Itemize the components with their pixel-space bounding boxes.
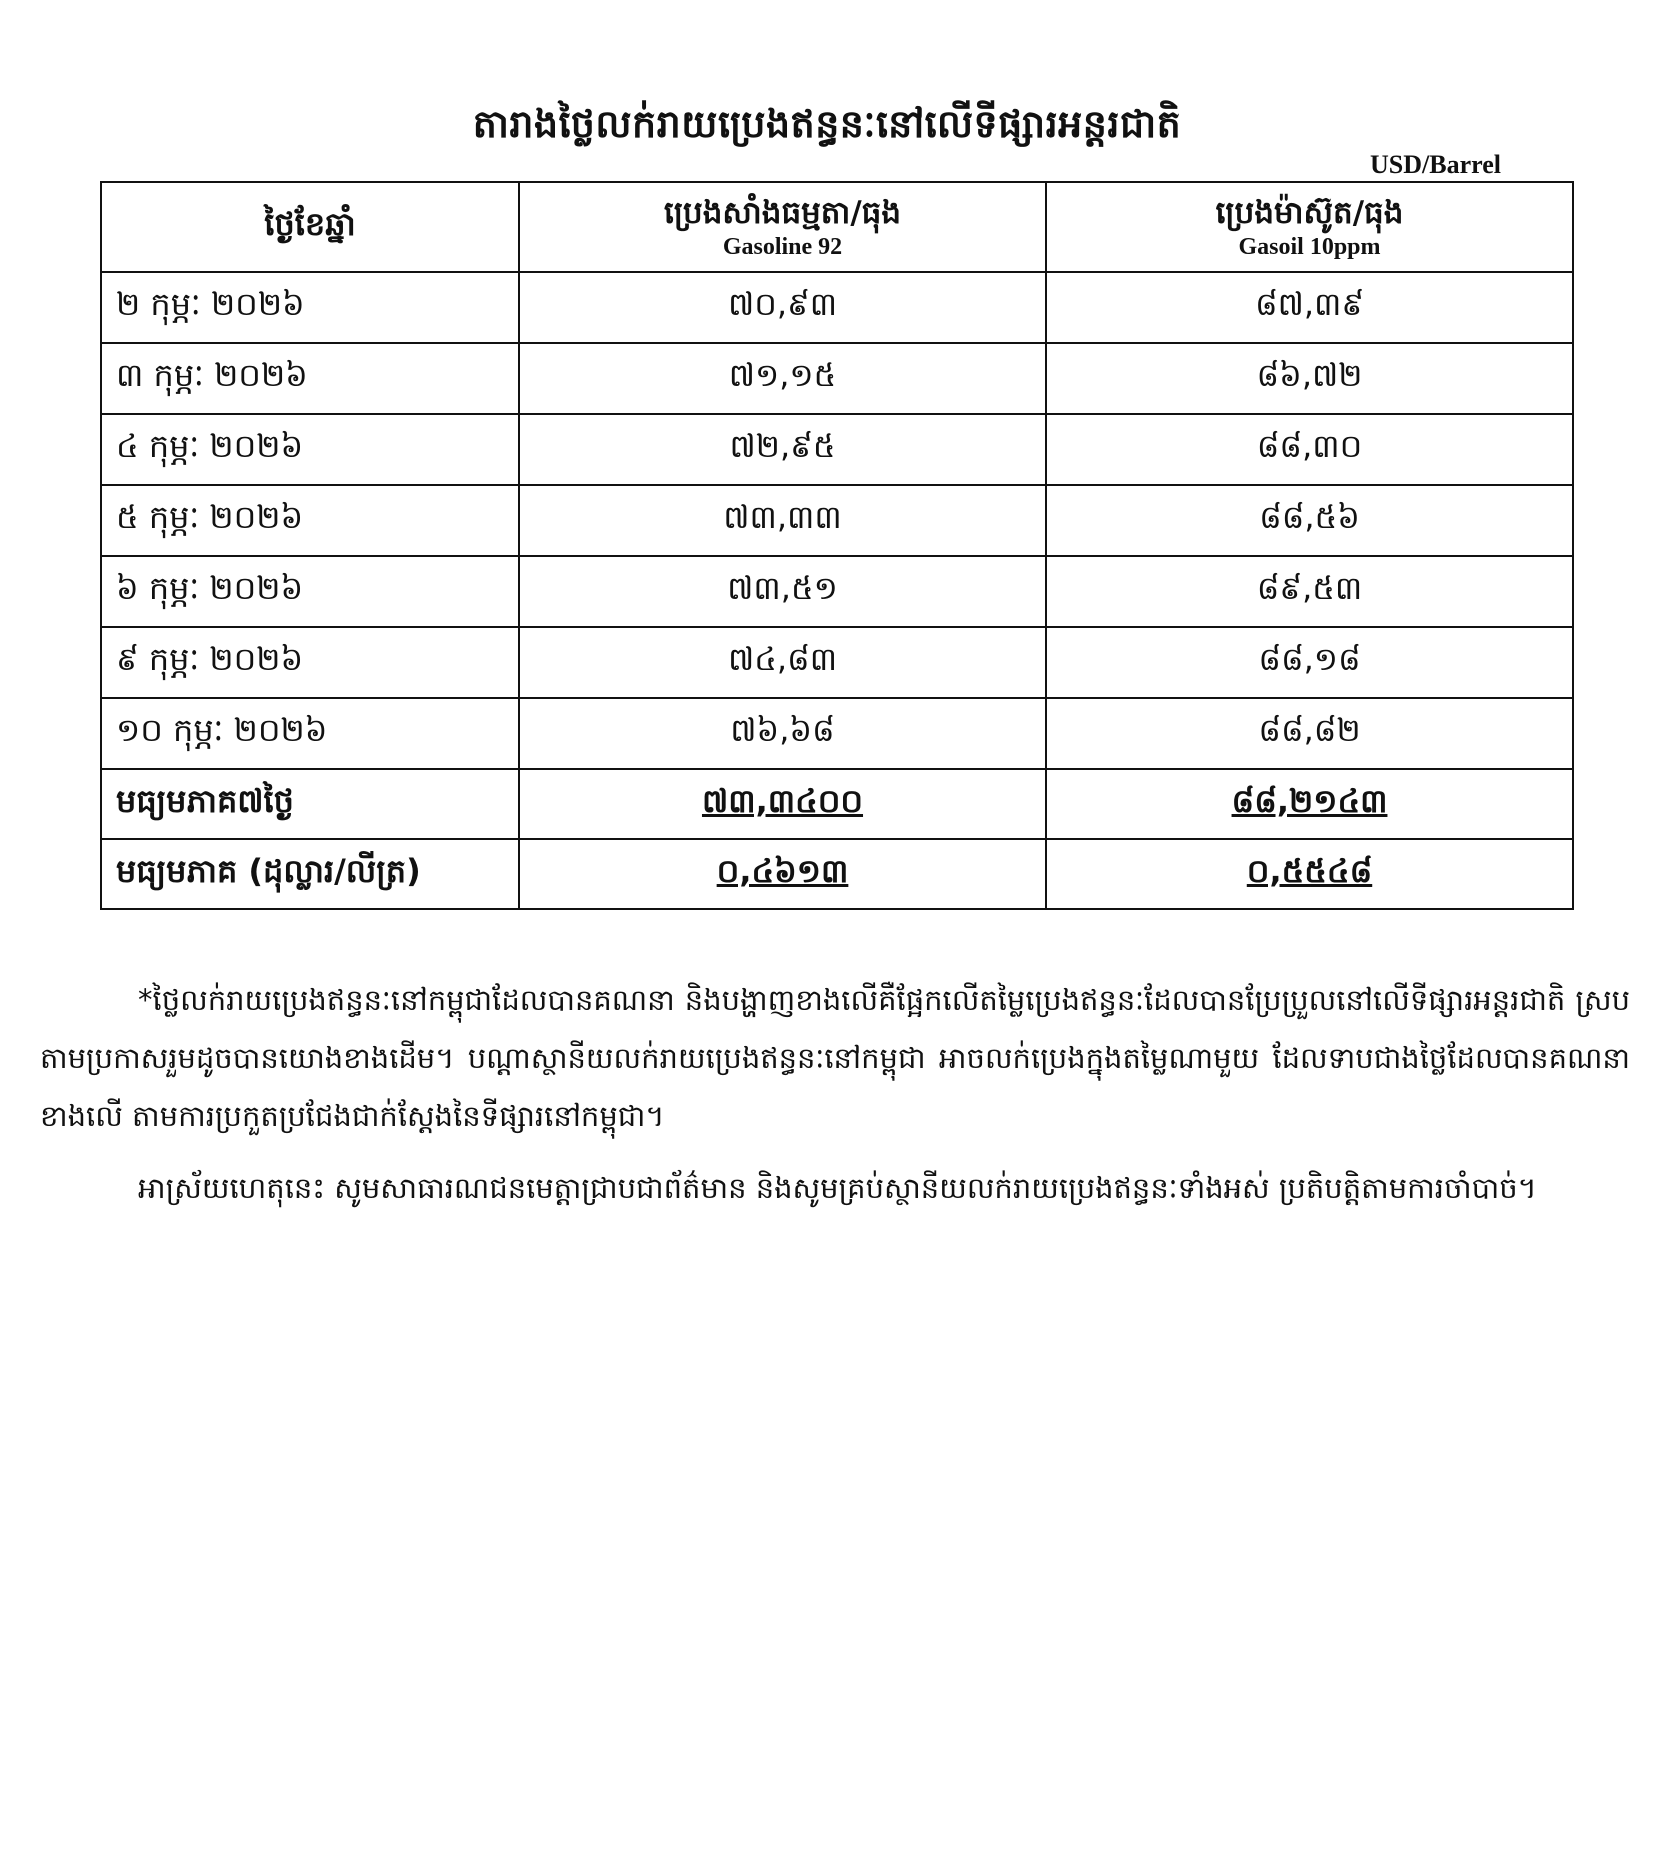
- average-7day-label: មធ្យមភាគ៧ថ្ងៃ: [101, 769, 519, 839]
- table-row: [101, 627, 1573, 698]
- row-gasoline-price: ៧៣,៣៣: [519, 485, 1046, 556]
- header-gasoline-en: Gasoline 92: [722, 234, 843, 260]
- row-gasoil-price: ៨៩,៥៣: [1046, 556, 1573, 627]
- row-gasoline-price: ៧៣,៥១: [519, 556, 1046, 627]
- row-gasoil-price: ៨៨,១៨: [1046, 627, 1573, 698]
- header-date-label: ថ្ងៃខែឆ្នាំ: [264, 204, 356, 243]
- average-per-litre-row: [101, 839, 1573, 909]
- header-gasoil-km: ប្រេងម៉ាស៊ូត/ធុង: [1215, 195, 1404, 231]
- table-row: [101, 272, 1573, 343]
- row-date: ៣ កុម្ភៈ ២០២៦: [101, 343, 519, 414]
- average-per-litre-gasoline: ០,៤៦១៣: [519, 839, 1046, 909]
- header-gasoline: [519, 182, 1046, 272]
- table-row: [101, 343, 1573, 414]
- row-date: ៩ កុម្ភៈ ២០២៦: [101, 627, 519, 698]
- table-row: [101, 556, 1573, 627]
- table-header-row: [101, 182, 1573, 272]
- row-date: ២ កុម្ភៈ ២០២៦: [101, 272, 519, 343]
- row-gasoil-price: ៨៨,៥៦: [1046, 485, 1573, 556]
- header-gasoil-en: Gasoil 10ppm: [1238, 234, 1381, 260]
- row-gasoline-price: ៧០,៩៣: [519, 272, 1046, 343]
- page-title: តារាងថ្លៃលក់រាយប្រេងឥន្ធនៈនៅលើទីផ្សារអន្តរជាតិ: [472, 102, 1182, 146]
- average-7day-gasoil: ៨៨,២១៤៣: [1046, 769, 1573, 839]
- row-gasoil-price: ៨៦,៧២: [1046, 343, 1573, 414]
- unit-label: USD/Barrel: [1370, 150, 1501, 179]
- average-7day-gasoline: ៧៣,៣៤០០: [519, 769, 1046, 839]
- header-gasoil: [1046, 182, 1573, 272]
- table-row: [101, 698, 1573, 769]
- row-gasoil-price: ៨៨,៣០: [1046, 414, 1573, 485]
- note-paragraph-2: អាស្រ័យហេតុនេះ សូមសាធារណជនមេត្តាជ្រាបជាព័ត៌មាន និងសូមគ្រប់ស្ថានីយលក់រាយប្រេងឥន្ធនៈទាំងអស់ ប្រតិបត្តិតាមការចាំបាច់។: [138, 1171, 1537, 1205]
- row-date: ៥ កុម្ភៈ ២០២៦: [101, 485, 519, 556]
- header-date: [101, 182, 519, 272]
- row-gasoline-price: ៧៦,៦៨: [519, 698, 1046, 769]
- row-gasoil-price: ៨៨,៨២: [1046, 698, 1573, 769]
- table-row: [101, 485, 1573, 556]
- table-row: [101, 414, 1573, 485]
- average-per-litre-gasoil: ០,៥៥៤៨: [1046, 839, 1573, 909]
- fuel-price-table: [100, 181, 1574, 910]
- row-gasoil-price: ៨៧,៣៩: [1046, 272, 1573, 343]
- row-gasoline-price: ៧៤,៨៣: [519, 627, 1046, 698]
- row-gasoline-price: ៧២,៩៥: [519, 414, 1046, 485]
- row-gasoline-price: ៧១,១៥: [519, 343, 1046, 414]
- average-per-litre-label: មធ្យមភាគ (ដុល្លារ/លីត្រ): [101, 839, 519, 909]
- row-date: ១០ កុម្ភៈ ២០២៦: [101, 698, 519, 769]
- header-gasoline-km: ប្រេងសាំងធម្មតា/ធុង: [663, 195, 901, 231]
- row-date: ៦ កុម្ភៈ ២០២៦: [101, 556, 519, 627]
- row-date: ៤ កុម្ភៈ ២០២៦: [101, 414, 519, 485]
- average-7day-row: [101, 769, 1573, 839]
- note-paragraph-1: *ថ្លៃលក់រាយប្រេងឥន្ធនៈនៅកម្ពុជាដែលបានគណនា និងបង្ហាញខាងលើគឺផ្អែកលើតម្លៃប្រេងឥន្ធនៈដែលបានប្រែប្រួលនៅលើទីផ្សារអន្តរជាតិ ស្របតាមប្រកាសរួមដូចបានយោងខាងដើម។ បណ្តាស្ថានីយលក់រាយប្រេងឥន្ធនៈនៅកម្ពុជា អាចលក់ប្រេងក្នុងតម្លៃណាមួយ ដែលទាបជាងថ្លៃដែលបានគណនាខាងលើ តាមការប្រកួតប្រជែងជាក់ស្តែងនៃទីផ្សារនៅកម្ពុជា។: [40, 983, 1630, 1133]
